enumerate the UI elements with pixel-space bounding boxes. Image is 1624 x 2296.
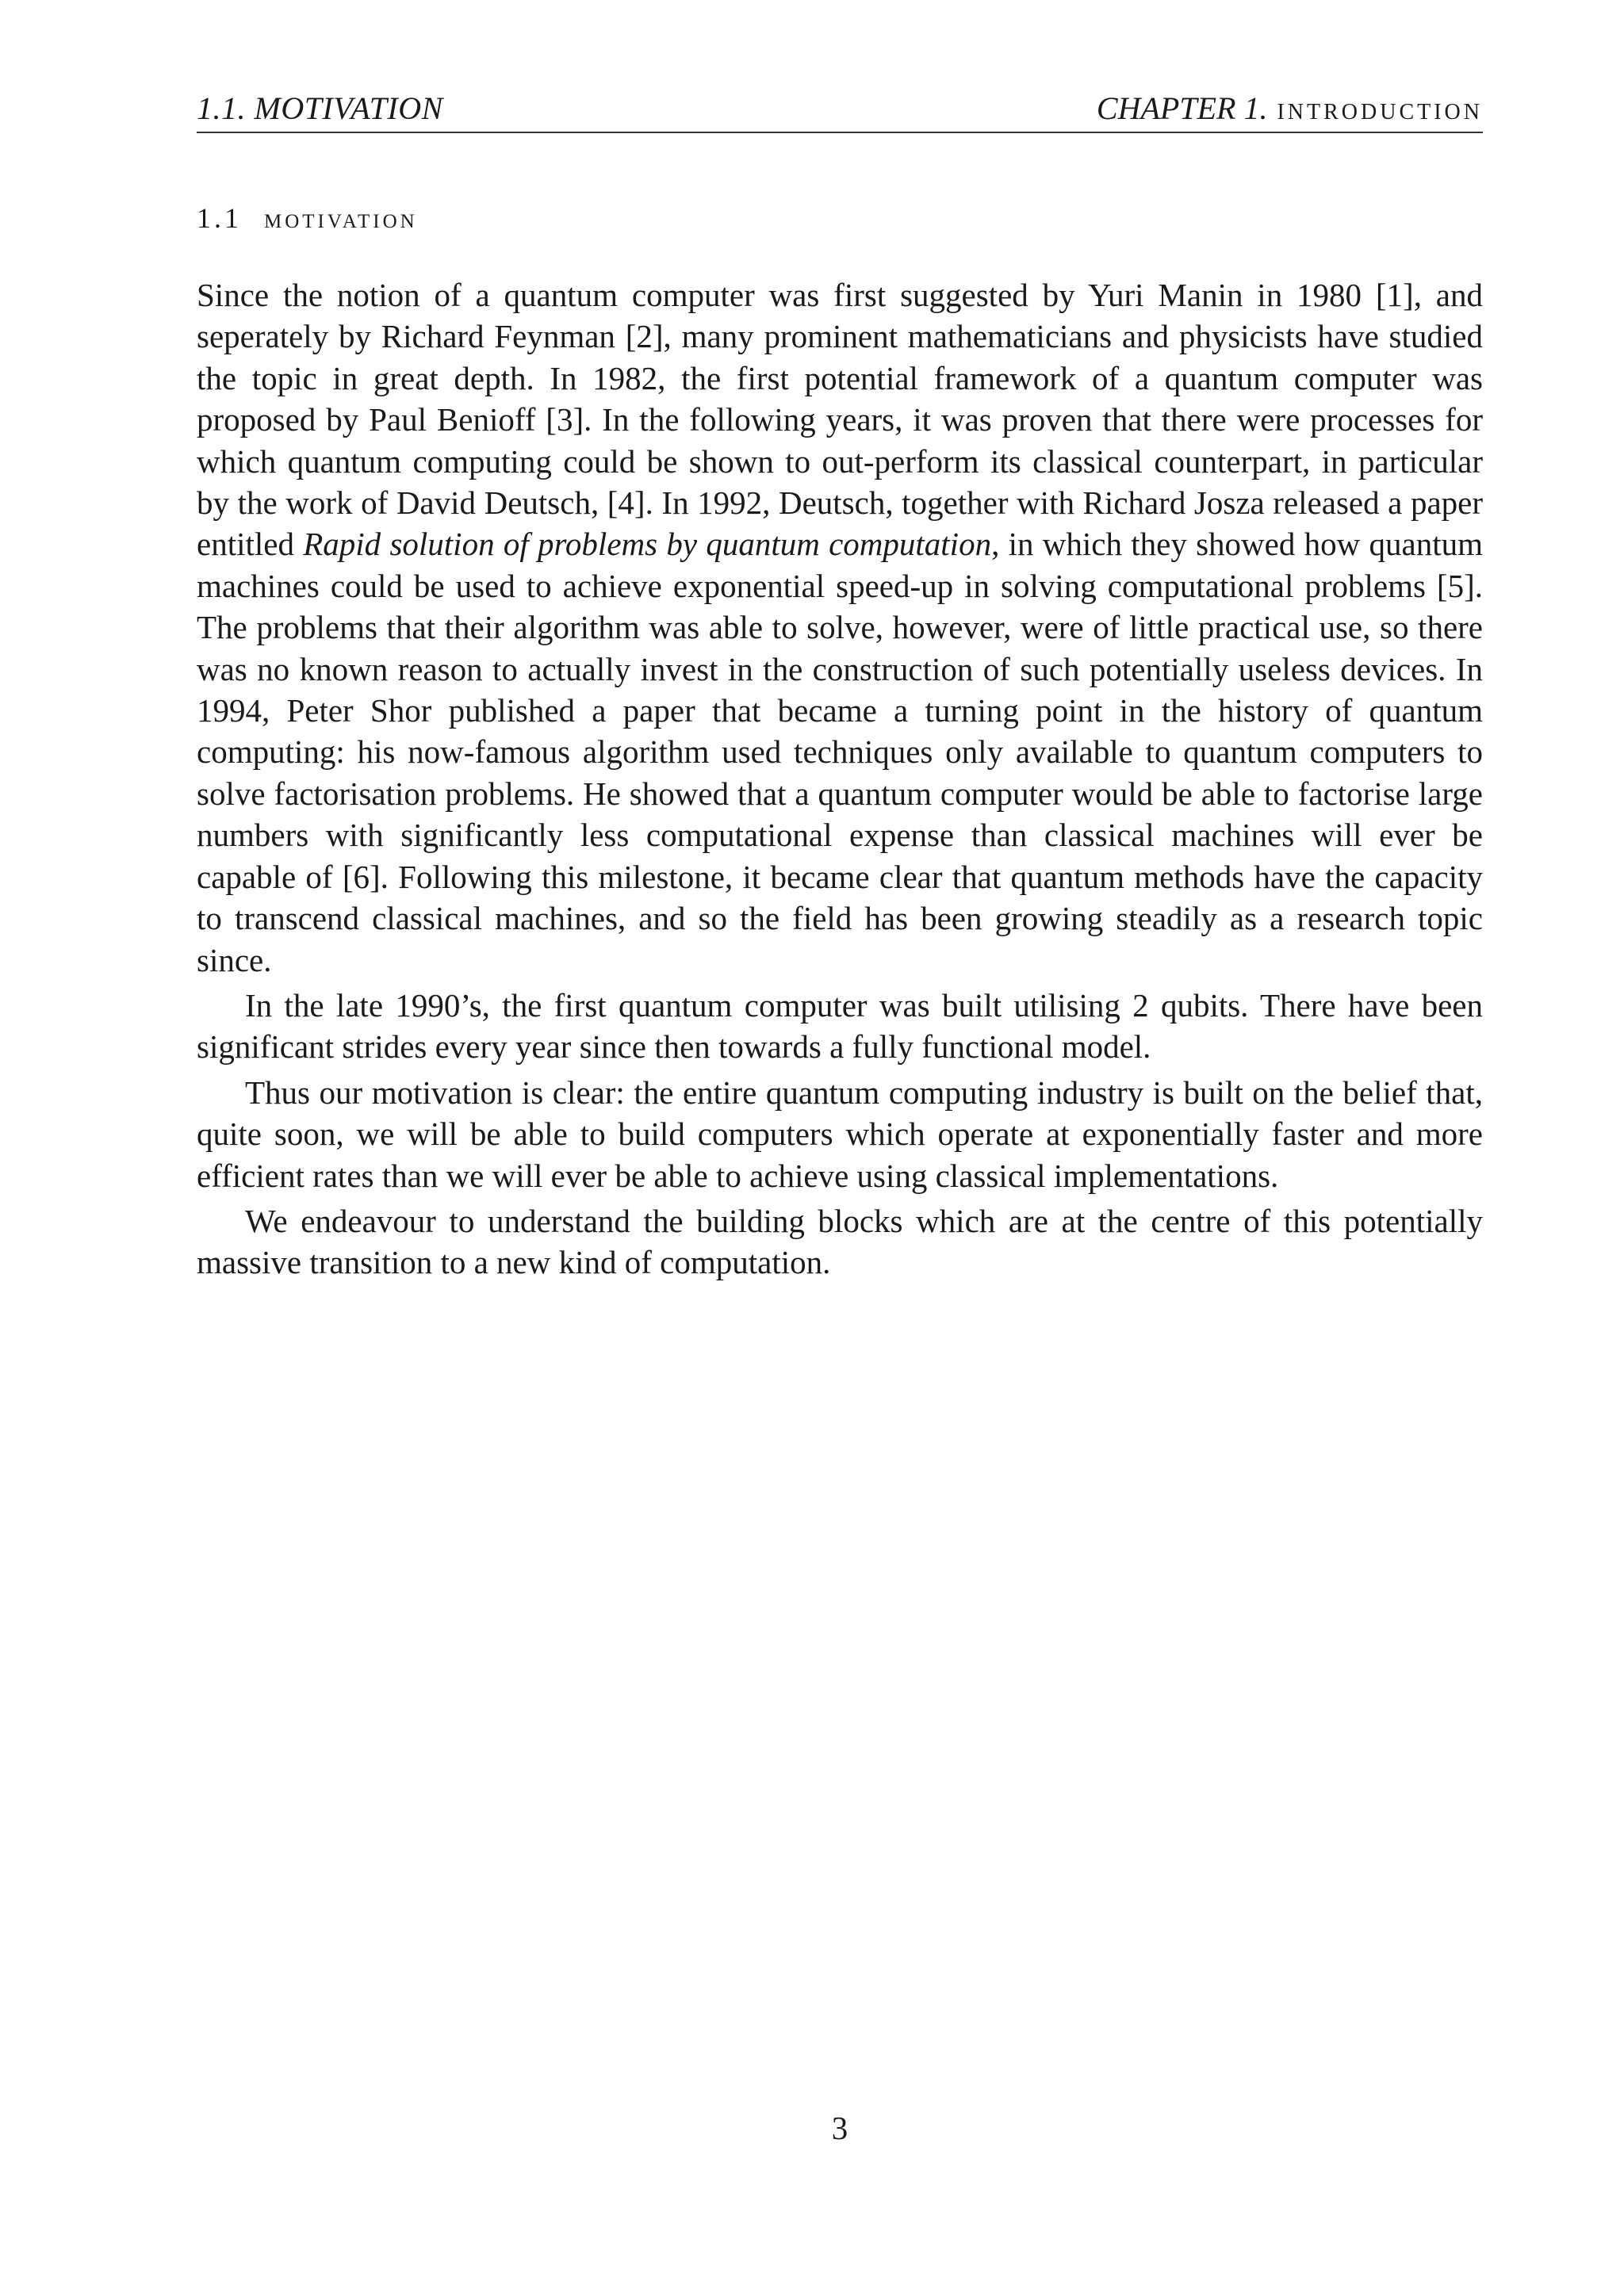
section-heading [197, 201, 418, 235]
paragraph-1-part-a: Since the notion of a quantum computer was first suggested by Yuri Manin in 1980 [1], and seperately by Richard Feynman [2], many prominent mathematicians and physicists have studied the topic in great depth. In 1982, the first potential framework of a quantum computer was proposed by Paul Benioff [3]. In the following years, it was proven that there were processes for which quantum computing could be shown to out-perform its classical counterpart, in particular by the work of David Deutsch, [4]. In 1992, Deutsch, together with Richard Josza released a paper entitled [197, 277, 1483, 563]
paragraph-4: We endeavour to understand the building blocks which are at the centre of this potentially massive transition to a new kind of computation. [197, 1202, 1483, 1281]
paragraph-3: Thus our motivation is clear: the entire quantum computing industry is built on the belief that, quite soon, we will be able to build computers which operate at exponentially faster and more efficient rates than we will ever be able to achieve using classical implementations. [197, 1073, 1483, 1194]
document-page [197, 0, 1483, 2296]
section-title: motivation [264, 202, 418, 234]
section-number: 1.1 [197, 202, 242, 234]
cited-paper-title: Rapid solution of problems by quantum computation [303, 526, 992, 563]
running-header-section: 1.1. MOTIVATION [197, 90, 443, 126]
paragraph-1 [197, 274, 1483, 981]
chapter-number: CHAPTER 1. [1096, 90, 1268, 126]
page-number: 3 [831, 2110, 848, 2146]
paragraph-2: In the late 1990’s, the first quantum computer was built utilising 2 qubits. There have been significant strides every year since then towards a fully functional model. [197, 986, 1483, 1066]
running-header [197, 89, 1483, 133]
paragraph-1-part-b: , in which they showed how quantum machines could be used to achieve exponential speed-up in solving computational problems [5]. The problems that their algorithm was able to solve, however, were of little practical use, so there was no known reason to actually invest in the construction of such potentially useless devices. In 1994, Peter Shor published a paper that became a turning point in the history of quantum computing: his now-famous algorithm used techniques only available to quantum computers to solve factorisation problems. He showed that a quantum computer would be able to factorise large numbers with significantly less computational expense than classical machines will ever be capable of [6]. Following this milestone, it became clear that quantum methods have the capacity to transcend classical machines, and so the field has been growing steadily as a research topic since. [197, 526, 1483, 978]
chapter-title: introduction [1277, 90, 1483, 126]
running-header-chapter [1097, 90, 1483, 127]
body-text [197, 274, 1483, 1288]
